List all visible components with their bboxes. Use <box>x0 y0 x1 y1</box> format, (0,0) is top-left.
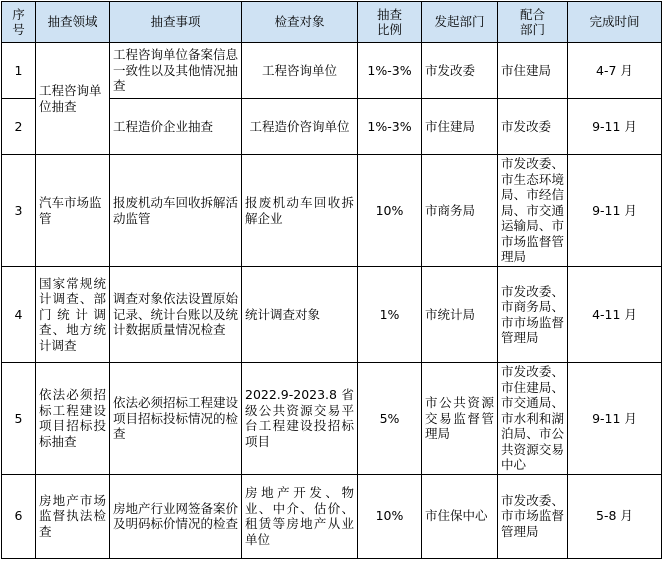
cell-dept: 市住保中心 <box>422 474 498 558</box>
cell-coop: 市发改委、市商务局、市市场监督管理局 <box>498 267 568 363</box>
header-target: 检查对象 <box>242 2 358 43</box>
cell-coop: 市住建局 <box>498 43 568 99</box>
cell-item: 房地产行业网签备案价及明码标价情况的检查 <box>110 474 242 558</box>
cell-seq: 5 <box>2 363 36 475</box>
cell-target: 房地产开发、物业、中介、估价、租赁等房地产从业单位 <box>242 474 358 558</box>
cell-field: 国家常规统计调查、部门统计调查、地方统计调查 <box>36 267 110 363</box>
cell-dept: 市商务局 <box>422 155 498 267</box>
cell-target: 工程咨询单位 <box>242 43 358 99</box>
header-row <box>2 2 662 43</box>
cell-target: 工程造价咨询单位 <box>242 99 358 155</box>
cell-field: 依法必须招标工程建设项目招标投标抽查 <box>36 363 110 475</box>
cell-target: 统计调查对象 <box>242 267 358 363</box>
cell-target: 报废机动车回收拆解企业 <box>242 155 358 267</box>
cell-dept: 市公共资源交易监督管理局 <box>422 363 498 475</box>
cell-coop: 市发改委、市市场监督管理局 <box>498 474 568 558</box>
cell-seq: 3 <box>2 155 36 267</box>
cell-seq: 6 <box>2 474 36 558</box>
table-row <box>2 43 662 99</box>
cell-time: 4-11 月 <box>568 267 662 363</box>
cell-dept: 市住建局 <box>422 99 498 155</box>
header-field: 抽查领域 <box>36 2 110 43</box>
table-row <box>2 155 662 267</box>
cell-coop: 市发改委 <box>498 99 568 155</box>
cell-coop: 市发改委、市住建局、市交通局、市水利和湖泊局、市公共资源交易中心 <box>498 363 568 475</box>
cell-time: 9-11 月 <box>568 155 662 267</box>
header-dept: 发起部门 <box>422 2 498 43</box>
table-row <box>2 363 662 475</box>
cell-dept: 市统计局 <box>422 267 498 363</box>
cell-seq: 2 <box>2 99 36 155</box>
cell-field: 工程咨询单位抽查 <box>36 43 110 155</box>
header-coop: 配合 部门 <box>498 2 568 43</box>
cell-field: 房地产市场监督执法检查 <box>36 474 110 558</box>
inspection-table <box>1 1 662 559</box>
cell-ratio: 5% <box>358 363 422 475</box>
cell-item: 报废机动车回收拆解活动监管 <box>110 155 242 267</box>
table-row <box>2 267 662 363</box>
cell-dept: 市发改委 <box>422 43 498 99</box>
header-item: 抽查事项 <box>110 2 242 43</box>
cell-item: 工程造价企业抽查 <box>110 99 242 155</box>
header-time: 完成时间 <box>568 2 662 43</box>
header-ratio: 抽查 比例 <box>358 2 422 43</box>
cell-ratio: 10% <box>358 474 422 558</box>
cell-time: 9-11 月 <box>568 363 662 475</box>
cell-ratio: 1% <box>358 267 422 363</box>
table-row <box>2 474 662 558</box>
cell-seq: 4 <box>2 267 36 363</box>
cell-ratio: 10% <box>358 155 422 267</box>
header-seq: 序 号 <box>2 2 36 43</box>
cell-item: 依法必须招标工程建设项目招标投标情况的检查 <box>110 363 242 475</box>
cell-item: 调查对象依法设置原始记录、统计台账以及统计数据质量情况检查 <box>110 267 242 363</box>
cell-target: 2022.9-2023.8 省级公共资源交易平台工程建设投招标项目 <box>242 363 358 475</box>
cell-time: 4-7 月 <box>568 43 662 99</box>
cell-seq: 1 <box>2 43 36 99</box>
cell-coop: 市发改委、市生态环境局、市经信局、市交通运输局、市市场监督管理局 <box>498 155 568 267</box>
cell-time: 5-8 月 <box>568 474 662 558</box>
cell-time: 9-11 月 <box>568 99 662 155</box>
cell-item: 工程咨询单位备案信息一致性以及其他情况抽查 <box>110 43 242 99</box>
cell-field: 汽车市场监管 <box>36 155 110 267</box>
cell-ratio: 1%-3% <box>358 43 422 99</box>
cell-ratio: 1%-3% <box>358 99 422 155</box>
